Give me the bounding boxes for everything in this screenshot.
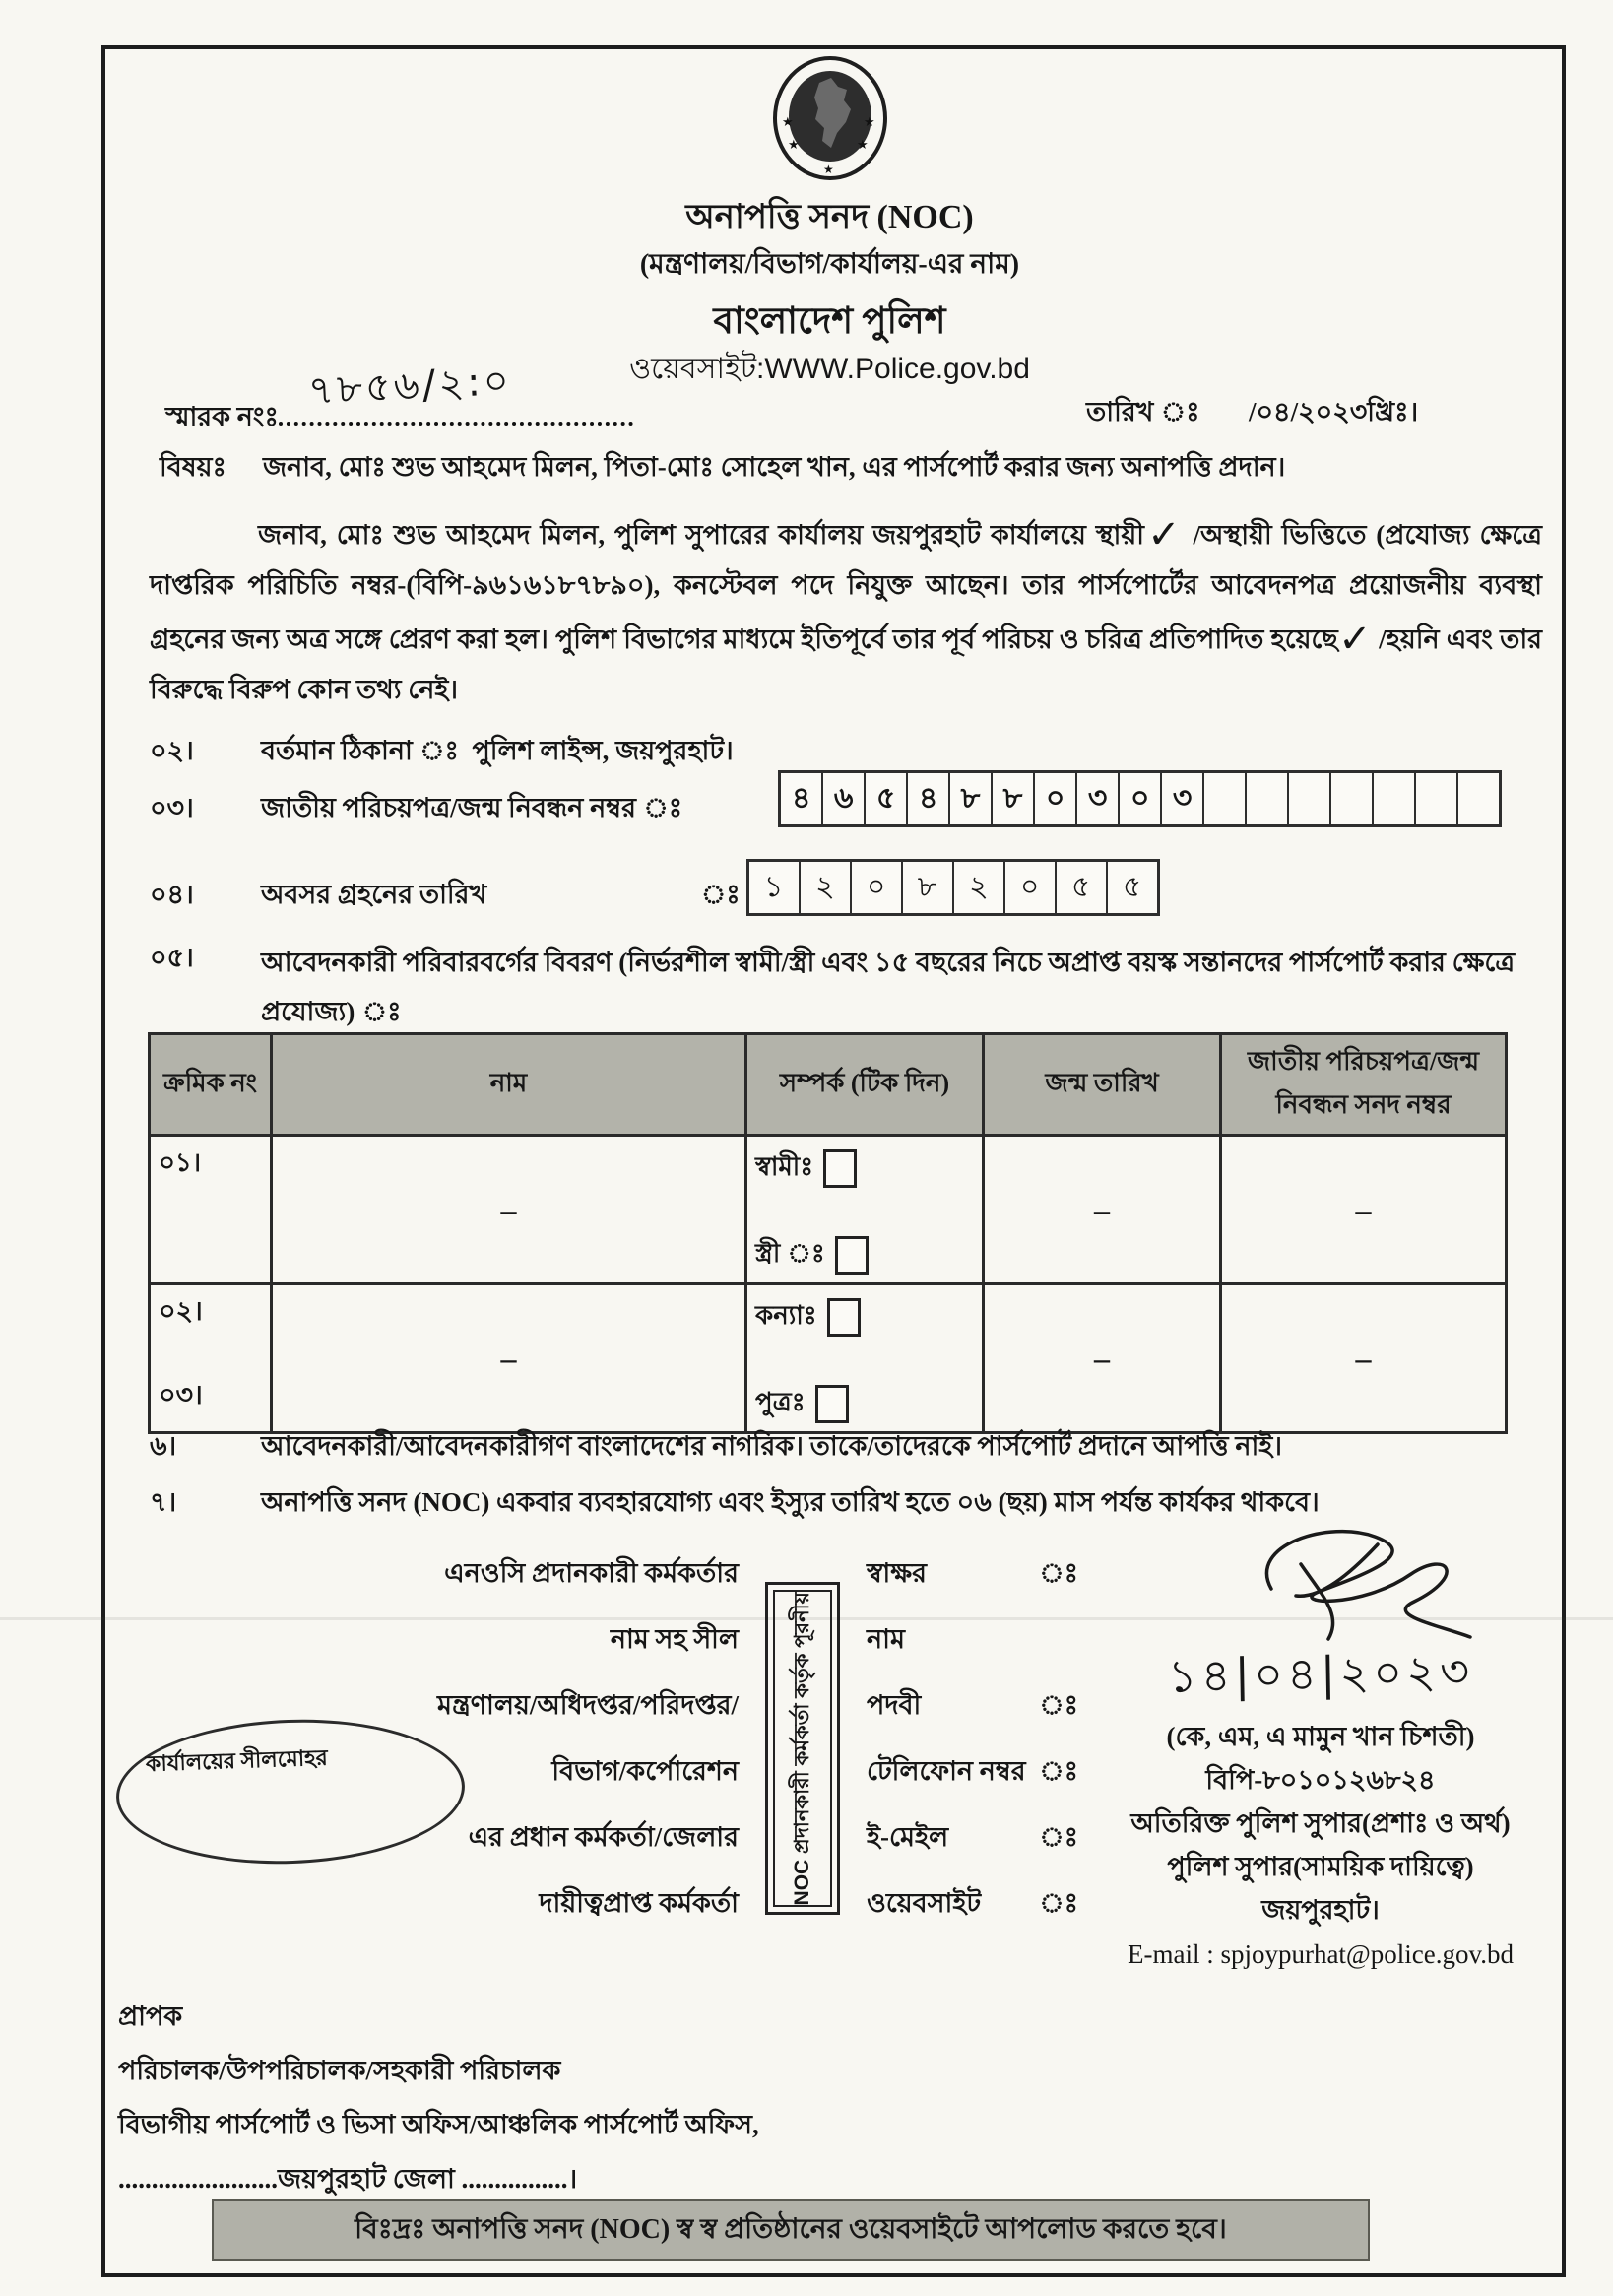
- rel-daughter-label: কন্যাঃ: [755, 1301, 817, 1330]
- nid-box: ৩: [1162, 773, 1204, 824]
- item04-colon: ঃ: [701, 880, 741, 909]
- retire-box: ৫: [1122, 869, 1143, 904]
- recipient-line-3: ........................জয়পুরহাট জেলা ................।: [118, 2164, 578, 2194]
- item06-text: আবেদনকারী/আবেদনকারীগণ বাংলাদেশের নাগরিক। তাকে/তাদেরকে পার্সপোর্ট প্রদানে আপত্তি নাই।: [261, 1431, 1282, 1461]
- subject-text: জনাব, মোঃ শুভ আহমেদ মিলন, পিতা-মোঃ সোহেল খান, এর পার্সপোর্ট করার জন্য অনাপত্তি প্রদান।: [263, 452, 1286, 482]
- row2-relations: [746, 1284, 984, 1433]
- noc-fill-vertical-box: [765, 1582, 840, 1915]
- recipient-line-2: বিভাগীয় পার্সপোর্ট ও ভিসা অফিস/আঞ্চলিক পার্সপোর্ট অফিস,: [118, 2110, 759, 2139]
- doc-subtitle: (মন্ত্রণালয়/বিভাগ/কার্যালয়-এর নাম): [639, 249, 1020, 280]
- item04-label: অবসর গ্রহনের তারিখ: [261, 880, 487, 909]
- col-nid: জাতীয় পরিচয়পত্র/জন্ম নিবন্ধন সনদ নম্বর: [1221, 1034, 1507, 1136]
- son-checkbox[interactable]: [815, 1385, 849, 1423]
- sig-left-label: দায়ীত্বপ্রাপ্ত কর্মকর্তা: [539, 1888, 739, 1918]
- row1-relations: [746, 1136, 984, 1284]
- org-website: ওয়েবসাইট:WWW.Police.gov.bd: [629, 353, 1030, 385]
- nid-box: [1289, 773, 1331, 824]
- recipient-block: [118, 1990, 759, 2206]
- footer-note-text: বিঃদ্রঃ অনাপত্তি সনদ (NOC) স্ব স্ব প্রতিষ্ঠানের ওয়েবসাইটে আপলোড করতে হবে।: [355, 2213, 1227, 2245]
- memo-number-handwritten: ৭৮৫৬/২:০: [306, 358, 513, 415]
- row2-nid: –: [1221, 1284, 1507, 1433]
- col-serial: ক্রমিক নং: [150, 1034, 272, 1136]
- svg-text:★: ★: [864, 114, 875, 129]
- retire-box: ২: [801, 862, 852, 913]
- item06-number: ৬।: [150, 1431, 177, 1461]
- svg-text:★: ★: [857, 137, 869, 152]
- memo-number-row: [165, 358, 633, 441]
- body-text-3: /হয়নি এবং তার বিরুদ্ধে বিরুপ কোন তথ্য নেই।: [150, 624, 1543, 704]
- row2-serial-bottom: ০৩।: [159, 1380, 203, 1410]
- svg-text:★: ★: [788, 137, 800, 152]
- sig-left-label: মন্ত্রণালয়/অধিদপ্তর/পরিদপ্তর/: [436, 1690, 739, 1720]
- nid-box: ৬: [823, 773, 866, 824]
- sig-left-label: এর প্রধান কর্মকর্তা/জেলার: [468, 1822, 739, 1852]
- nid-box: [1416, 773, 1458, 824]
- officer-email: E-mail : spjoypurhat@police.gov.bd: [1127, 1939, 1515, 1969]
- svg-text:★: ★: [823, 163, 834, 176]
- retire-box: ২: [954, 862, 1005, 913]
- sig-mid-label: পদবী: [867, 1690, 922, 1720]
- retire-box: ১: [749, 862, 801, 913]
- item02-label: বর্তমান ঠিকানা ঃ: [261, 736, 459, 765]
- nid-box: ৪: [908, 773, 950, 824]
- sig-left-label: নাম সহ সীল: [610, 1624, 739, 1654]
- officer-signature-block: [1101, 1515, 1540, 1977]
- item05-text: আবেদনকারী পরিবারবর্গের বিবরণ (নির্ভরশীল স্বামী/স্ত্রী এবং ১৫ বছরের নিচে অপ্রাপ্ত বয়স্ক সন্তানদের পার্সপোর্ট করার ক্ষেত্রে প্রযোজ্য) ঃ: [261, 948, 1516, 1026]
- retire-box: ৫: [1057, 862, 1108, 913]
- row2-serial-top: ০২।: [159, 1296, 203, 1326]
- officer-name: (কে, এম, এ মামুন খান চিশতী): [1166, 1722, 1475, 1751]
- rel-husband-label: স্বামীঃ: [755, 1152, 814, 1181]
- retire-box: ০: [852, 862, 903, 913]
- nid-box: ০: [1035, 773, 1077, 824]
- rel-wife-label: স্ত্রী ঃ: [755, 1239, 825, 1268]
- nid-box: ৮: [993, 773, 1035, 824]
- sig-left-label: বিভাগ/কর্পোরেশন: [551, 1756, 739, 1786]
- item03-number: ০৩।: [150, 793, 194, 822]
- row1-dob: –: [984, 1136, 1221, 1284]
- retire-date-box-strip: [746, 859, 1160, 916]
- husband-checkbox[interactable]: [823, 1149, 857, 1188]
- retire-box: ৮: [903, 862, 954, 913]
- date-value: /০৪/২০২৩খ্রিঃ।: [1249, 397, 1419, 426]
- body-text-2: /অস্থায়ী ভিত্তিতে (প্রযোজ্য ক্ষেত্রে দাপ্তরিক পরিচিতি নম্বর-(বিপি-৯৬১৬১৮৭৮৯০), কনস্টেবল পদে নিযুক্ত আছেন। তার পার্সপোর্টের আবেদনপত্র প্রয়োজনীয় ব্যবস্থা গ্রহনের জন্য অত্র সঙ্গে প্রেরণ করা হল। পুলিশ বিভাগের মাধ্যমে ইতিপূর্বে তার পূর্ব পরিচয় ও চরিত্র প্রতিপাদিত হয়েছে: [150, 520, 1542, 654]
- svg-text:★: ★: [782, 114, 794, 129]
- office-seal-text: কার্যালয়ের সীলমোহর: [145, 1744, 329, 1777]
- sig-left-label: এনওসি প্রদানকারী কর্মকর্তার: [444, 1558, 739, 1588]
- memo-label: স্মারক নংঃ: [165, 402, 279, 431]
- nid-box-strip: [778, 770, 1502, 827]
- org-name: বাংলাদেশ পুলিশ: [713, 301, 946, 342]
- checkmark-verified: ✓: [1337, 617, 1372, 662]
- bangladesh-police-emblem-icon: [770, 55, 890, 190]
- row1-name: –: [272, 1136, 746, 1284]
- item05-number: ০৫।: [150, 943, 194, 972]
- date-label: তারিখ ঃ: [1086, 397, 1200, 426]
- item07-text: অনাপত্তি সনদ (NOC) একবার ব্যবহারযোগ্য এবং ইস্যুর তারিখ হতে ০৬ (ছয়) মাস পর্যন্ত কার্যকর থাকবে।: [261, 1487, 1320, 1517]
- nid-box: ৩: [1077, 773, 1120, 824]
- nid-box: [1204, 773, 1247, 824]
- signature-date-handwritten: ১৪|০৪|২০২৩: [1167, 1644, 1474, 1703]
- signature-label-grid: এনওসি প্রদানকারী কর্মকর্তার স্বাক্ষর ঃ নাম সহ সীল নাম মন্ত্রণালয়/অধিদপ্তর/পরিদপ্তর/ পদবী ঃ বিভাগ/কর্পোরেশন টেলিফোন নম্বর ঃ এর প্রধান কর্মকর্তা/জেলার ই-মেইল ঃ দায়ীত্বপ্রাপ্ত কর্মকর্তা ওয়েবসাইট ঃ: [246, 1542, 1123, 1938]
- table-row: [150, 1136, 1507, 1284]
- footer-note-bar: [212, 2199, 1370, 2261]
- col-name: নাম: [272, 1034, 746, 1136]
- daughter-checkbox[interactable]: [827, 1298, 861, 1337]
- table-header-row: [150, 1034, 1507, 1136]
- row1-serial: ০১।: [150, 1136, 272, 1284]
- body-paragraph: [150, 506, 1542, 715]
- subject-row: [160, 447, 1538, 492]
- officer-bp-number: বিপি-৮০১০১২৬৮২৪: [1205, 1765, 1436, 1795]
- item02-number: ০২।: [150, 736, 194, 765]
- doc-title: অনাপত্তি সনদ (NOC): [685, 199, 974, 235]
- officer-designation-1: অতিরিক্ত পুলিশ সুপার(প্রশাঃ ও অর্থ): [1130, 1808, 1511, 1838]
- item04-number: ০৪।: [150, 880, 194, 909]
- table-row: [150, 1284, 1507, 1433]
- nid-box: ০: [1120, 773, 1162, 824]
- row2-dob: –: [984, 1284, 1221, 1433]
- item07-number: ৭।: [150, 1487, 177, 1517]
- wife-checkbox[interactable]: [835, 1236, 869, 1275]
- body-text-1: জনাব, মোঃ শুভ আহমেদ মিলন, পুলিশ সুপারের কার্যালয় জয়পুরহাট কার্যালয়ে স্থায়ী: [258, 520, 1145, 550]
- nid-box: [1247, 773, 1289, 824]
- recipient-line-1: পরিচালক/উপপরিচালক/সহকারী পরিচালক: [118, 2056, 561, 2085]
- col-relation: সম্পর্ক (টিক দিন): [746, 1034, 984, 1136]
- family-details-table: [148, 1032, 1508, 1434]
- sig-mid-label: ওয়েবসাইট: [867, 1888, 982, 1918]
- nid-box: [1331, 773, 1374, 824]
- item02-text: [261, 731, 734, 775]
- checkmark-permanent: ✓: [1144, 512, 1184, 558]
- col-dob: জন্ম তারিখ: [984, 1034, 1221, 1136]
- nid-box: ৪: [781, 773, 823, 824]
- nid-box: [1374, 773, 1416, 824]
- item02-value: পুলিশ লাইন্স, জয়পুরহাট।: [472, 736, 734, 765]
- row2-serials: [150, 1284, 272, 1433]
- memo-dotted-line: [279, 358, 633, 426]
- item03-label: জাতীয় পরিচয়পত্র/জন্ম নিবন্ধন নম্বর ঃ: [261, 793, 683, 822]
- nid-box: [1458, 773, 1499, 824]
- officer-designation-2: পুলিশ সুপার(সাময়িক দায়িত্বে): [1167, 1852, 1474, 1881]
- retire-box: ০: [1005, 862, 1057, 913]
- sig-mid-label: নাম: [867, 1624, 905, 1654]
- sig-mid-label: স্বাক্ষর: [867, 1558, 927, 1588]
- rel-son-label: পুত্রঃ: [755, 1388, 806, 1416]
- row2-name: –: [272, 1284, 746, 1433]
- officer-district: জয়পুরহাট।: [1261, 1895, 1380, 1925]
- vertical-box-text: NOC প্রদানকারী কর্মকর্তা কর্তৃক পূরনীয়: [790, 1591, 813, 1906]
- subject-label: বিষয়ঃ: [160, 452, 226, 482]
- row1-nid: –: [1221, 1136, 1507, 1284]
- sig-mid-label: ই-মেইল: [867, 1822, 949, 1852]
- nid-box: ৮: [950, 773, 993, 824]
- recipient-label: প্রাপক: [118, 2001, 183, 2031]
- nid-box: ৫: [866, 773, 908, 824]
- sig-mid-label: টেলিফোন নম্বর: [867, 1756, 1026, 1786]
